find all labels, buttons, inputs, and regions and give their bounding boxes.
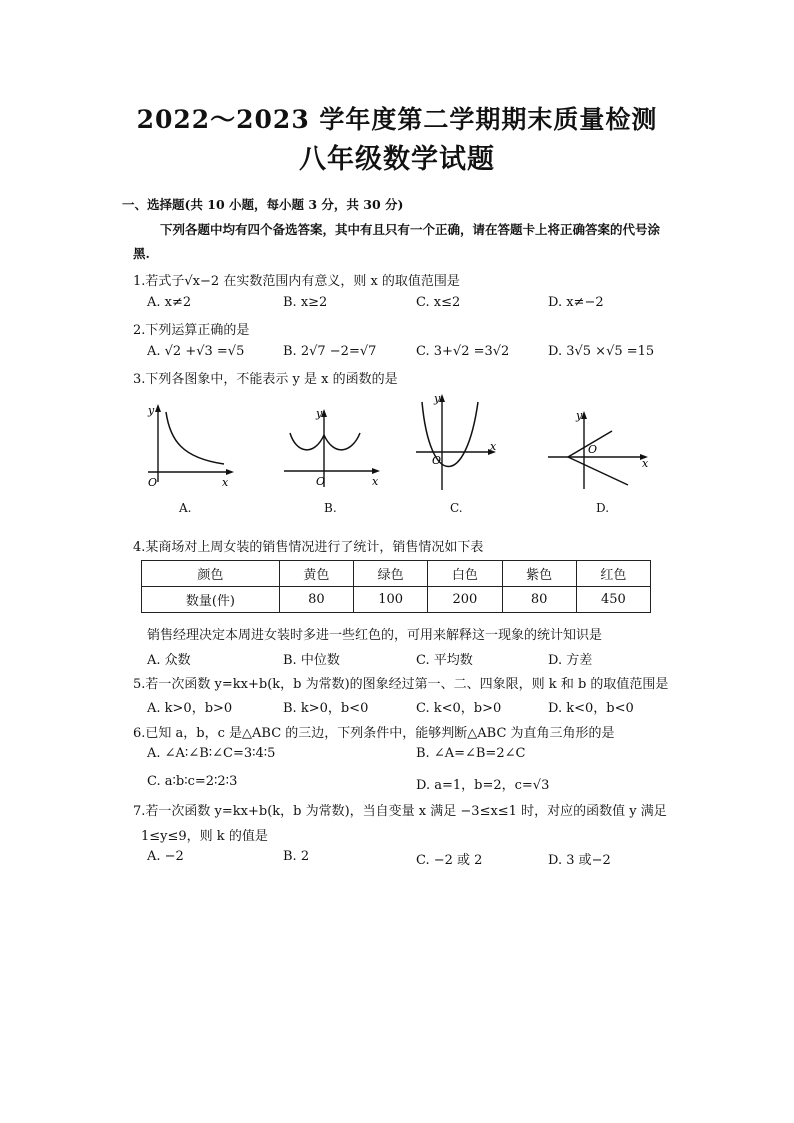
q4-option-d: D. 方差 [548,653,593,668]
graph-b [280,405,385,490]
q6-option-c: C. a∶b∶c=2∶2∶3 [147,774,238,789]
exam-subtitle: 八年级数学试题 [299,144,495,175]
table-cell: 100 [354,587,428,613]
q1-option-d: D. x≠−2 [548,295,604,310]
graph-d-lower-ray [568,457,628,485]
exam-title: 2022～2023 学年度第二学期期末质量检测 [136,105,658,134]
graph-a [140,400,240,492]
sales-table [141,560,651,613]
table-header-cell: 颜色 [142,561,280,587]
q7-option-c: C. −2 或 2 [416,853,483,868]
graph-a-curve [166,412,224,464]
graph-c [412,388,502,493]
question-6-stem: 6.已知 a，b，c 是△ABC 的三边，下列条件中，能够判断△ABC 为直角三角形的是 [133,726,615,741]
table-cell: 80 [502,587,576,613]
table-header-cell: 绿色 [354,561,428,587]
q4-option-c: C. 平均数 [416,653,473,668]
q4-option-a: A. 众数 [147,653,191,668]
q5-option-d: D. k<0，b<0 [548,701,634,716]
table-row [142,561,651,587]
section-instruction-line1: 下列各题中均有四个备选答案，其中有且只有一个正确，请在答题卡上将正确答案的代号涂 [160,222,661,237]
q5-option-c: C. k<0，b>0 [416,701,502,716]
graph-c-x-label: x [490,440,497,453]
q6-option-d: D. a=1，b=2，c=√3 [416,778,550,793]
table-cell: 450 [576,587,650,613]
question-7-stem-line1: 7.若一次函数 y=kx+b(k，b 为常数)，当自变量 x 满足 −3≤x≤1 时，对应的函数值 y 满足 [133,804,667,819]
table-cell: 数量(件) [142,587,280,613]
q5-option-b: B. k>0，b<0 [283,701,369,716]
graph-c-caption: C. [450,501,463,515]
section-instruction-line2: 黑. [133,246,150,261]
graph-a-y-arrow [155,404,161,412]
graph-b-x-arrow [372,468,380,474]
question-1-stem: 1.若式子√x−2 在实数范围内有意义，则 x 的取值范围是 [133,274,460,289]
question-4-stem: 4.某商场对上周女装的销售情况进行了统计，销售情况如下表 [133,540,484,555]
graph-c-y-label: y [434,392,441,405]
graph-a-y-label: y [148,404,155,417]
q7-option-a: A. −2 [147,849,184,864]
graph-b-curve [290,433,360,450]
q7-option-d: D. 3 或−2 [548,853,611,868]
q7-option-b: B. 2 [283,849,310,864]
graph-a-caption: A. [179,501,192,515]
table-cell: 80 [279,587,353,613]
graph-a-x-arrow [226,469,234,475]
table-header-cell: 红色 [576,561,650,587]
q6-option-b: B. ∠A=∠B=2∠C [416,746,526,761]
q1-option-a: A. x≠2 [147,295,192,310]
table-header-cell: 黄色 [279,561,353,587]
graph-c-origin-label: O [432,454,442,467]
table-header-cell: 紫色 [502,561,576,587]
graph-d [544,405,654,490]
question-3-stem: 3.下列各图象中，不能表示 y 是 x 的函数的是 [133,372,398,387]
graph-c-curve [422,402,478,467]
graph-a-x-label: x [222,476,229,489]
graph-d-caption: D. [596,501,610,515]
q2-option-b: B. 2√7 −2=√7 [283,344,377,359]
graph-b-origin-label: O [316,475,326,488]
table-row [142,587,651,613]
graph-a-origin-label: O [148,476,158,489]
q2-option-a: A. √2 +√3 =√5 [147,344,245,359]
table-cell: 200 [428,587,502,613]
q5-option-a: A. k>0，b>0 [147,701,233,716]
table-header-cell: 白色 [428,561,502,587]
graph-b-y-label: y [316,407,323,420]
graph-d-y-label: y [576,409,583,422]
q4-option-b: B. 中位数 [283,653,340,668]
question-2-stem: 2.下列运算正确的是 [133,323,250,338]
section-heading: 一、选择题(共 10 小题，每小题 3 分，共 30 分) [122,197,404,212]
question-5-stem: 5.若一次函数 y=kx+b(k，b 为常数)的图象经过第一、二、四象限，则 k 和 b 的取值范围是 [133,677,669,692]
q2-option-c: C. 3+√2 =3√2 [416,344,510,359]
q6-option-a: A. ∠A∶∠B∶∠C=3∶4∶5 [147,746,276,761]
q1-option-c: C. x≤2 [416,295,461,310]
graph-d-x-label: x [642,457,649,470]
question-7-stem-line2: 1≤y≤9，则 k 的值是 [141,829,268,844]
graph-b-x-label: x [372,475,379,488]
q2-option-d: D. 3√5 ×√5 =15 [548,344,655,359]
graph-b-caption: B. [324,501,337,515]
question-4-followup: 销售经理决定本周进女装时多进一些红色的，可用来解释这一现象的统计知识是 [147,628,603,643]
q1-option-b: B. x≥2 [283,295,328,310]
graph-d-origin-label: O [588,443,598,456]
